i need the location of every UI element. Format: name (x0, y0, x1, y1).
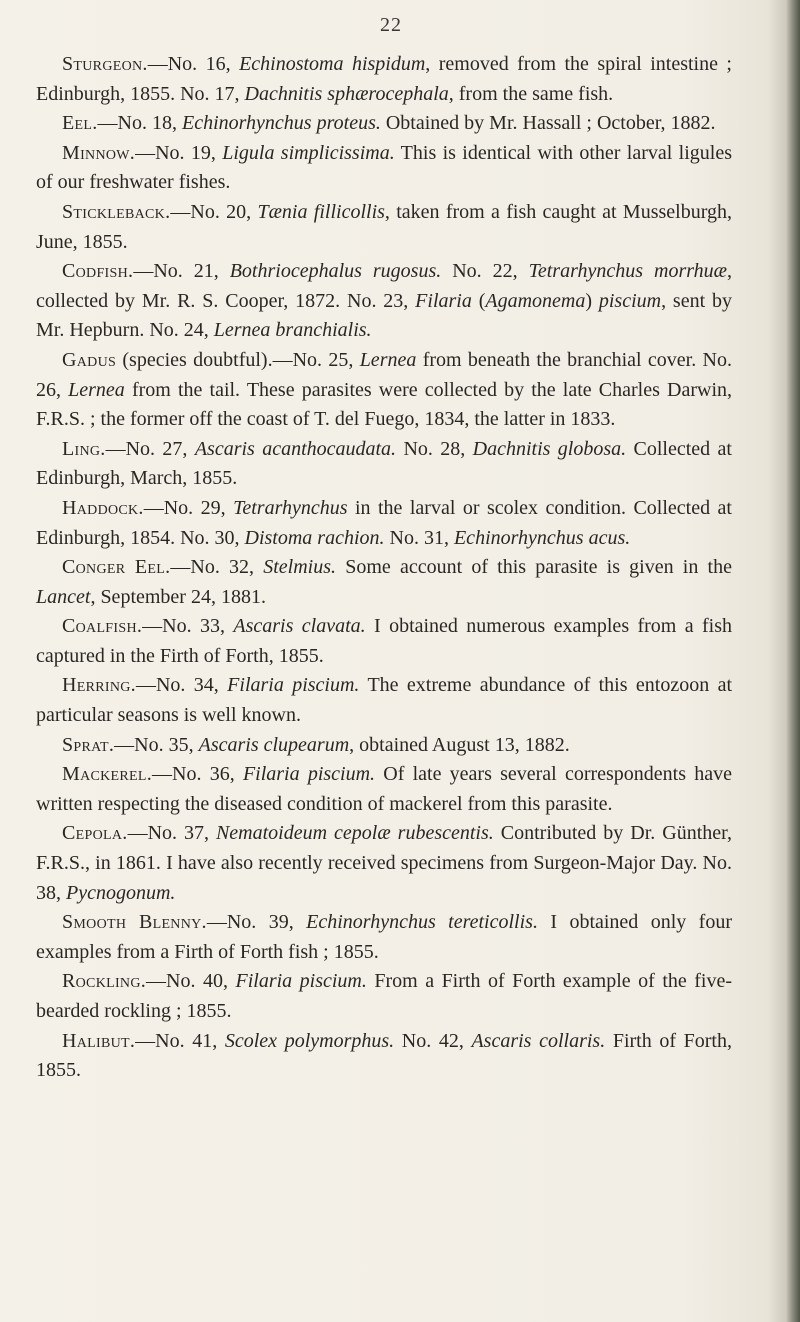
entry-text: , from the same fish. (448, 82, 614, 105)
species-name: Nematoideum cepolæ rubescentis. (215, 822, 494, 845)
entry-text: from the tail. These parasites were collected by the late Charles Darwin, F.R.S. ; the former off the coast of T. del Fuego, 1834, the latter in 1833. (36, 378, 733, 431)
entry-text: in the larval or scolex condition. Collected at Edinburgh, 1854. No. 30, (36, 496, 732, 549)
entry-text: ( (471, 289, 486, 312)
species-name: Tetrarhynchus (233, 496, 348, 519)
entry-paragraph (36, 198, 732, 257)
species-name: Ascaris clavata. (233, 615, 366, 638)
species-name: Ascaris collaris. (471, 1029, 606, 1052)
species-name: Echinorhynchus tereticollis. (306, 911, 538, 934)
species-name: Filaria (415, 289, 472, 312)
fish-heading: Sturgeon. (62, 53, 148, 75)
entry-text: —No. 16, (147, 53, 240, 75)
species-name: Bothriocephalus rugosus. (229, 260, 442, 283)
entry-text: —No. 32, (170, 556, 264, 579)
entry-paragraph (36, 109, 732, 139)
fish-heading: Rockling. (62, 970, 147, 993)
entry-text: I obtained only four examples from a Firth of Forth fish ; 1855. (36, 911, 733, 963)
entry-text: This is identical with other larval ligules of our freshwater fishes. (36, 141, 732, 194)
entry-paragraph (36, 612, 732, 671)
entry-text: Obtained by Mr. Hassall ; October, 1882. (380, 112, 716, 135)
species-name: Scolex polymorphus. (224, 1029, 395, 1052)
entry-text: , removed from the spiral intestine ; Edinburgh, 1855. No. 17, (36, 53, 732, 105)
species-name: Ascaris clupearum (198, 733, 350, 756)
entry-text: —No. 41, (135, 1029, 225, 1052)
entry-text: Some account of this parasite is given in the (336, 556, 732, 579)
entry-paragraph (36, 1027, 732, 1086)
entry-text: , obtained August 13, 1882. (349, 733, 570, 756)
entry-text: —No. 18, (97, 112, 182, 135)
entry-text: No. 22, (441, 260, 529, 283)
entry-text: , collected by Mr. R. S. Cooper, 1872. No. 23, (36, 260, 732, 312)
fish-heading: Conger Eel. (62, 556, 171, 579)
entry-text: —No. 36, (152, 763, 243, 786)
entry-text: The extreme abundance of this entozoon at particular seasons is well known. (36, 674, 732, 727)
entry-text: —No. 27, (105, 437, 195, 460)
page-number: 22 (380, 14, 402, 36)
entry-paragraph (36, 760, 732, 819)
entry-text: , sent by Mr. Hepburn. No. 24, (36, 289, 732, 342)
fish-heading: Smooth Blenny. (62, 911, 207, 934)
species-name: Tænia fillicollis (257, 200, 385, 223)
fish-heading: Gadus (62, 348, 117, 371)
species-name: Lernea (68, 378, 125, 401)
species-name: Dachnitis globosa. (472, 437, 627, 460)
entry-paragraph (36, 967, 732, 1026)
fish-heading: Haddock. (62, 496, 144, 519)
fish-heading: Cepola. (62, 822, 128, 845)
species-name: Pycnogonum. (66, 881, 176, 904)
species-name: Dachnitis sphærocephala (244, 82, 449, 105)
entry-text: No. 42, (394, 1029, 472, 1052)
fish-heading: Eel. (62, 112, 98, 135)
body-text (36, 50, 732, 1086)
fish-heading: Minnow. (62, 141, 136, 164)
entry-paragraph (36, 908, 732, 967)
entry-text: , September 24, 1881. (90, 585, 266, 608)
entry-text: I obtained numerous examples from a fish captured in the Firth of Forth, 1855. (36, 615, 732, 667)
fish-heading: Herring. (62, 674, 136, 697)
entry-text: From a Firth of Forth example of the five-bearded rockling ; 1855. (36, 970, 732, 1022)
species-name: Filaria piscium. (235, 970, 367, 993)
entry-text: —No. 29, (143, 496, 234, 519)
species-name: Echinorhynchus acus. (453, 526, 631, 549)
entry-text: Contributed by Dr. Günther, F.R.S., in 1861. I have also recently received specimens from Surgeon-Major Day. No. 38, (36, 822, 732, 904)
species-name: Ligula simplicissima. (222, 141, 395, 164)
entry-text: —No. 21, (133, 260, 230, 283)
entry-paragraph (36, 257, 732, 346)
entry-text: Of late years several correspondents have written respecting the diseased condition of mackerel from this parasite. (36, 763, 732, 815)
entry-paragraph (36, 346, 732, 435)
species-name: Distoma rachion. (244, 526, 385, 549)
entry-text: —No. 37, (127, 822, 216, 845)
entry-paragraph (36, 435, 732, 494)
species-name: piscium (598, 289, 662, 312)
entry-paragraph (36, 494, 732, 553)
species-name: Filaria piscium. (227, 674, 360, 697)
species-name: Stelmius. (263, 556, 336, 579)
fish-heading: Mackerel. (62, 763, 153, 786)
entry-text: No. 31, (384, 526, 454, 549)
entry-paragraph (36, 819, 732, 908)
species-name: Lernea (359, 348, 417, 371)
fish-heading: Halibut. (62, 1029, 136, 1052)
entry-text: —No. 35, (114, 733, 199, 756)
fish-heading: Sprat. (62, 733, 115, 756)
entry-paragraph (36, 553, 732, 612)
entry-text: —No. 19, (135, 141, 223, 164)
entry-text: —No. 40, (146, 970, 236, 993)
fish-heading: Ling. (62, 437, 106, 460)
entry-text: —No. 20, (170, 200, 258, 223)
entry-paragraph (36, 671, 732, 730)
entry-text: —No. 39, (206, 911, 307, 934)
species-name: Lernea branchialis. (213, 319, 372, 342)
entry-text: ) (585, 289, 599, 312)
fish-heading: Coalfish. (62, 615, 143, 638)
entry-text: —No. 34, (135, 674, 228, 697)
entry-text: from beneath the branchial cover. No. 26, (36, 348, 733, 401)
species-name: Echinorhynchus proteus. (181, 112, 381, 135)
species-name: Tetrarhynchus morrhuæ (528, 260, 727, 283)
entry-text: , taken from a fish caught at Musselburgh, June, 1855. (36, 200, 732, 253)
species-name: Echinostoma hispidum (239, 53, 426, 75)
fish-heading: Codfish. (62, 260, 134, 283)
species-name: Agamonema (485, 289, 586, 312)
entry-paragraph (36, 731, 732, 761)
entry-paragraph (36, 139, 732, 198)
species-name: Filaria piscium. (242, 763, 376, 786)
entry-text: (species doubtful).—No. 25, (116, 348, 360, 371)
entry-text: No. 28, (396, 437, 473, 460)
entry-text: Collected at Edinburgh, March, 1855. (36, 437, 732, 490)
entry-paragraph (36, 50, 732, 109)
entry-text: —No. 33, (142, 615, 234, 638)
species-name: Lancet (36, 585, 91, 608)
fish-heading: Stickleback. (62, 200, 171, 223)
page-edge-shadow (786, 0, 800, 1322)
species-name: Ascaris acanthocaudata. (194, 437, 397, 460)
entry-text: Firth of Forth, 1855. (36, 1029, 732, 1082)
